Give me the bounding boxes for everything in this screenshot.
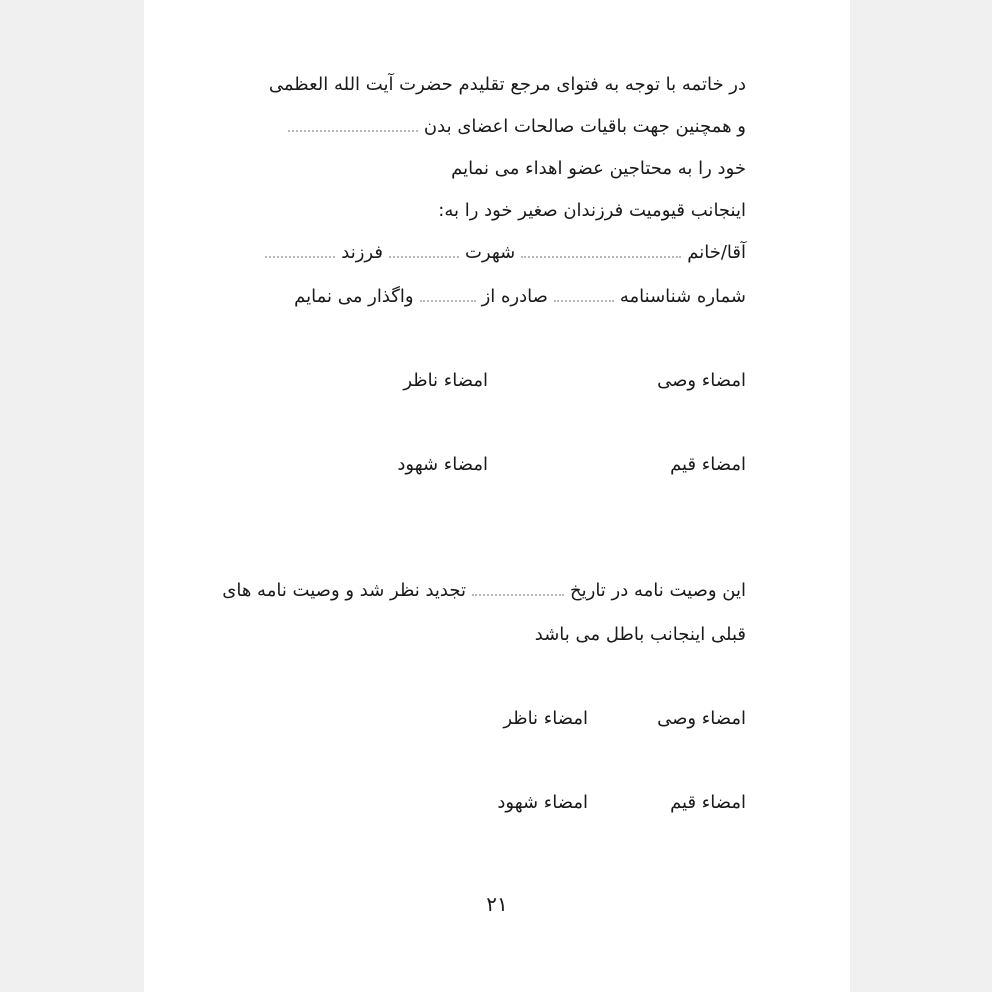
paragraph-line-2 bbox=[282, 114, 746, 140]
signature-witnesses-2: امضاء شهود bbox=[497, 792, 588, 813]
signature-guardian-2: امضاء قیم bbox=[670, 792, 746, 813]
signature-supervisor-2: امضاء ناظر bbox=[503, 708, 588, 729]
blank-id-number bbox=[554, 286, 614, 302]
document-page bbox=[144, 0, 850, 992]
guardian-id-line bbox=[294, 284, 746, 310]
revision-line-1 bbox=[222, 578, 746, 604]
paragraph-line-2-text: و همچنین جهت باقیات صالحات اعضای بدن bbox=[423, 116, 746, 137]
blank-issued-from bbox=[420, 286, 476, 302]
signature-guardian-1: امضاء قیم bbox=[670, 454, 746, 475]
label-id-number: شماره شناسنامه bbox=[619, 286, 746, 307]
blank-name bbox=[521, 242, 681, 258]
label-surname: شهرت bbox=[464, 242, 516, 263]
label-mr-mrs: آقا/خانم bbox=[687, 242, 746, 263]
page-number: ۲۱ bbox=[486, 892, 508, 916]
blank-revision-date bbox=[472, 580, 564, 596]
revision-prefix: این وصیت نامه در تاریخ bbox=[570, 580, 746, 601]
signature-witnesses-1: امضاء شهود bbox=[397, 454, 488, 475]
signature-executor-1: امضاء وصی bbox=[657, 370, 746, 391]
blank-father-name bbox=[265, 242, 335, 258]
signature-executor-2: امضاء وصی bbox=[657, 708, 746, 729]
guardian-name-line bbox=[259, 240, 746, 266]
revision-line-2: قبلی اینجانب باطل می باشد bbox=[534, 624, 746, 645]
label-child-of: فرزند bbox=[341, 242, 383, 263]
paragraph-line-3: خود را به محتاجین عضو اهداء می نمایم bbox=[451, 158, 746, 179]
label-assign: واگذار می نمایم bbox=[294, 286, 414, 307]
blank-surname bbox=[389, 242, 459, 258]
revision-suffix: تجدید نظر شد و وصیت نامه های bbox=[222, 580, 466, 601]
label-issued-from: صادره از bbox=[481, 286, 548, 307]
blank-field-marja bbox=[288, 116, 418, 132]
signature-supervisor-1: امضاء ناظر bbox=[403, 370, 488, 391]
paragraph-line-1: در خاتمه با توجه به فتوای مرجع تقلیدم حضرت آیت الله العظمی bbox=[268, 74, 746, 95]
paragraph-line-4: اینجانب قیومیت فرزندان صغیر خود را به: bbox=[438, 200, 746, 221]
